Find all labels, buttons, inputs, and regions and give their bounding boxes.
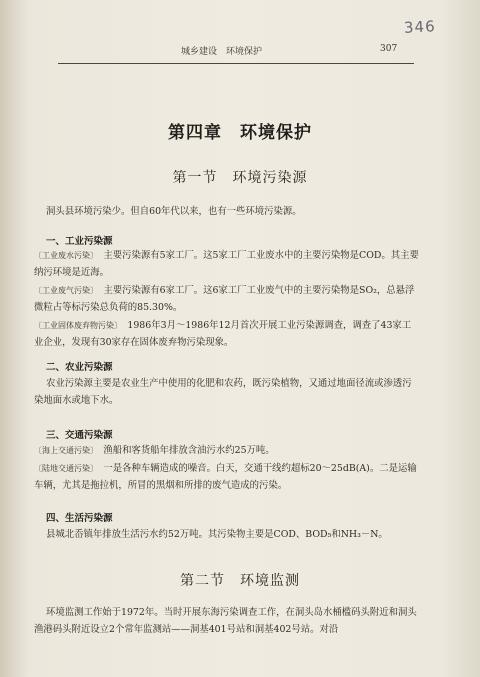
text-domestic: 县城北岙镇年排放生活污水约52万吨。其污染物主要是COD、BOD₅和NH₃－N。: [46, 529, 388, 540]
heading-agricultural: 二、农业污染源: [46, 362, 113, 373]
para-agricultural: [34, 375, 420, 409]
text-land-traffic: 一是各种车辆造成的噪音。白天，交通干线约超标20～25dB(A)。二是运输车辆，尤其是拖拉机，所冒的黑烟和所排的废气造成的污染。: [34, 463, 417, 491]
chapter-title: 第四章 环境保护: [168, 123, 312, 143]
para-sea-traffic: [34, 442, 420, 459]
header-rule: [58, 63, 414, 64]
tag-land-traffic: 〔陆地交通污染〕: [34, 464, 94, 473]
running-header: [0, 44, 480, 58]
para-industrial-air: [34, 282, 420, 316]
para-monitoring: [34, 604, 420, 638]
tag-industrial-solid: 〔工业固体废弃物污染〕: [34, 321, 118, 330]
text-agricultural: 农业污染源主要是农业生产中使用的化肥和农药，既污染植物，又通过地面径流或渗透污染地面水或地下水。: [34, 378, 412, 406]
text-sea-traffic: 渔船和客货船年排放含油污水约25万吨。: [94, 445, 275, 456]
text-monitoring: 环境监测工作始于1972年。当时开展东海污染调查工作，在洞头岛水桶槛码头附近和洞头渔港码头附近设立2个常年监测站——洞基401号站和洞基402号站。对沿: [34, 607, 417, 635]
page-number: 307: [380, 44, 398, 54]
para-industrial-water: [34, 247, 420, 281]
para-land-traffic: [34, 460, 420, 494]
section-2-title: 第二节 环境监测: [180, 573, 300, 589]
handwritten-page-number: 346: [403, 17, 437, 37]
section-1-intro-text: 洞头县环境污染少。但自60年代以来，也有一些环境污染源。: [46, 206, 302, 217]
running-header-title: 城乡建设 环境保护: [181, 47, 263, 57]
section-1-title: 第一节 环境污染源: [172, 170, 308, 186]
para-domestic: [34, 526, 420, 543]
tag-industrial-water: 〔工业废水污染〕: [34, 251, 94, 260]
tag-sea-traffic: 〔海上交通污染〕: [34, 446, 94, 455]
heading-domestic: 四、生活污染源: [46, 513, 113, 524]
tag-industrial-air: 〔工业废气污染〕: [34, 286, 94, 295]
text-industrial-air: 主要污染源有6家工厂。这6家工厂工业废气中的主要污染物是SO₂，总悬浮微粒占等标污染总负荷的85.30%。: [34, 285, 415, 313]
para-industrial-solid: [34, 317, 420, 351]
heading-industrial: 一、工业污染源: [46, 236, 113, 247]
text-industrial-water: 主要污染源有5家工厂。这5家工厂工业废水中的主要污染物是COD。其主要纳污环境是近海。: [34, 250, 419, 278]
heading-traffic: 三、交通污染源: [46, 430, 113, 441]
text-industrial-solid: 1986年3月～1986年12月首次开展工业污染源调查，调查了43家工业企业，发现有30家存在固体废弃物污染现象。: [34, 320, 412, 348]
section-1-intro: [34, 203, 420, 220]
